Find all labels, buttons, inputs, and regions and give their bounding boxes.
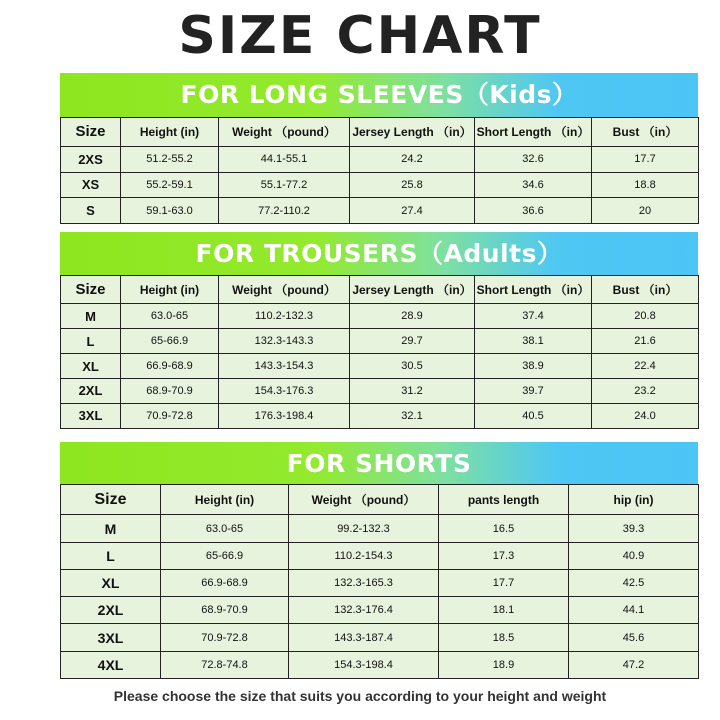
size-cell: XS [61, 172, 121, 198]
value-cell: 110.2-132.3 [219, 304, 350, 329]
value-cell: 70.9-72.8 [161, 624, 289, 651]
section-banner-long-sleeves: FOR LONG SLEEVES（Kids） [60, 73, 698, 117]
value-cell: 44.1 [569, 597, 699, 624]
header-row [61, 485, 699, 515]
size-cell: 2XL [61, 379, 121, 404]
size-cell: L [61, 329, 121, 354]
column-header: Jersey Length （in） [350, 276, 475, 304]
column-header: Height (in) [121, 118, 219, 147]
value-cell: 77.2-110.2 [219, 198, 350, 224]
value-cell: 29.7 [350, 329, 475, 354]
value-cell: 47.2 [569, 651, 699, 678]
value-cell: 21.6 [592, 329, 699, 354]
table-row [61, 624, 699, 651]
column-header: Bust （in） [592, 276, 699, 304]
value-cell: 18.5 [439, 624, 569, 651]
value-cell: 59.1-63.0 [121, 198, 219, 224]
column-header: hip (in) [569, 485, 699, 515]
value-cell: 25.8 [350, 172, 475, 198]
value-cell: 66.9-68.9 [121, 354, 219, 379]
table-row [61, 542, 699, 569]
value-cell: 132.3-143.3 [219, 329, 350, 354]
value-cell: 22.4 [592, 354, 699, 379]
value-cell: 18.1 [439, 597, 569, 624]
size-table-trousers [60, 275, 699, 429]
value-cell: 40.9 [569, 542, 699, 569]
value-cell: 39.3 [569, 515, 699, 542]
value-cell: 110.2-154.3 [289, 542, 439, 569]
column-header: Jersey Length （in） [350, 118, 475, 147]
table-row [61, 597, 699, 624]
size-cell: 3XL [61, 403, 121, 428]
value-cell: 42.5 [569, 569, 699, 596]
value-cell: 44.1-55.1 [219, 146, 350, 172]
value-cell: 66.9-68.9 [161, 569, 289, 596]
value-cell: 51.2-55.2 [121, 146, 219, 172]
value-cell: 63.0-65 [161, 515, 289, 542]
table-row [61, 379, 699, 404]
value-cell: 31.2 [350, 379, 475, 404]
size-cell: XL [61, 569, 161, 596]
table-row [61, 304, 699, 329]
value-cell: 132.3-176.4 [289, 597, 439, 624]
table-row [61, 329, 699, 354]
footer-note: Please choose the size that suits you according to your height and weight [113, 688, 607, 704]
value-cell: 99.2-132.3 [289, 515, 439, 542]
value-cell: 65-66.9 [161, 542, 289, 569]
column-header: Weight （pound） [219, 276, 350, 304]
value-cell: 154.3-176.3 [219, 379, 350, 404]
value-cell: 72.8-74.8 [161, 651, 289, 678]
value-cell: 18.8 [592, 172, 699, 198]
value-cell: 32.1 [350, 403, 475, 428]
column-header: Short Length （in） [475, 118, 592, 147]
value-cell: 20.8 [592, 304, 699, 329]
value-cell: 40.5 [475, 403, 592, 428]
column-header: Weight （pound） [289, 485, 439, 515]
header-row [61, 276, 699, 304]
table-row [61, 354, 699, 379]
value-cell: 70.9-72.8 [121, 403, 219, 428]
section-banner-shorts: FOR SHORTS [60, 442, 698, 486]
value-cell: 24.0 [592, 403, 699, 428]
value-cell: 65-66.9 [121, 329, 219, 354]
value-cell: 38.9 [475, 354, 592, 379]
value-cell: 24.2 [350, 146, 475, 172]
table-row [61, 172, 699, 198]
size-cell: M [61, 304, 121, 329]
value-cell: 63.0-65 [121, 304, 219, 329]
column-header: Height (in) [161, 485, 289, 515]
column-header: Size [61, 485, 161, 515]
value-cell: 18.9 [439, 651, 569, 678]
value-cell: 36.6 [475, 198, 592, 224]
table-row [61, 651, 699, 678]
column-header: Size [61, 118, 121, 147]
table-row [61, 515, 699, 542]
column-header: pants length [439, 485, 569, 515]
size-cell: XL [61, 354, 121, 379]
value-cell: 34.6 [475, 172, 592, 198]
value-cell: 143.3-187.4 [289, 624, 439, 651]
value-cell: 32.6 [475, 146, 592, 172]
size-table-shorts [60, 484, 699, 679]
size-table-long-sleeves [60, 117, 699, 224]
value-cell: 176.3-198.4 [219, 403, 350, 428]
page-title: SIZE CHART [178, 6, 542, 66]
value-cell: 132.3-165.3 [289, 569, 439, 596]
value-cell: 68.9-70.9 [161, 597, 289, 624]
size-cell: 3XL [61, 624, 161, 651]
column-header: Weight （pound） [219, 118, 350, 147]
value-cell: 45.6 [569, 624, 699, 651]
column-header: Size [61, 276, 121, 304]
column-header: Height (in) [121, 276, 219, 304]
table-row [61, 403, 699, 428]
value-cell: 143.3-154.3 [219, 354, 350, 379]
column-header: Short Length （in） [475, 276, 592, 304]
size-cell: S [61, 198, 121, 224]
value-cell: 17.7 [592, 146, 699, 172]
value-cell: 154.3-198.4 [289, 651, 439, 678]
header-row [61, 118, 699, 147]
value-cell: 39.7 [475, 379, 592, 404]
size-cell: 4XL [61, 651, 161, 678]
value-cell: 37.4 [475, 304, 592, 329]
value-cell: 55.1-77.2 [219, 172, 350, 198]
size-cell: 2XL [61, 597, 161, 624]
section-banner-trousers: FOR TROUSERS（Adults） [60, 232, 698, 276]
value-cell: 68.9-70.9 [121, 379, 219, 404]
table-row [61, 569, 699, 596]
column-header: Bust （in） [592, 118, 699, 147]
value-cell: 28.9 [350, 304, 475, 329]
value-cell: 27.4 [350, 198, 475, 224]
value-cell: 16.5 [439, 515, 569, 542]
value-cell: 38.1 [475, 329, 592, 354]
size-cell: M [61, 515, 161, 542]
value-cell: 23.2 [592, 379, 699, 404]
value-cell: 55.2-59.1 [121, 172, 219, 198]
value-cell: 17.3 [439, 542, 569, 569]
value-cell: 20 [592, 198, 699, 224]
value-cell: 17.7 [439, 569, 569, 596]
value-cell: 30.5 [350, 354, 475, 379]
size-cell: 2XS [61, 146, 121, 172]
size-cell: L [61, 542, 161, 569]
table-row [61, 146, 699, 172]
table-row [61, 198, 699, 224]
